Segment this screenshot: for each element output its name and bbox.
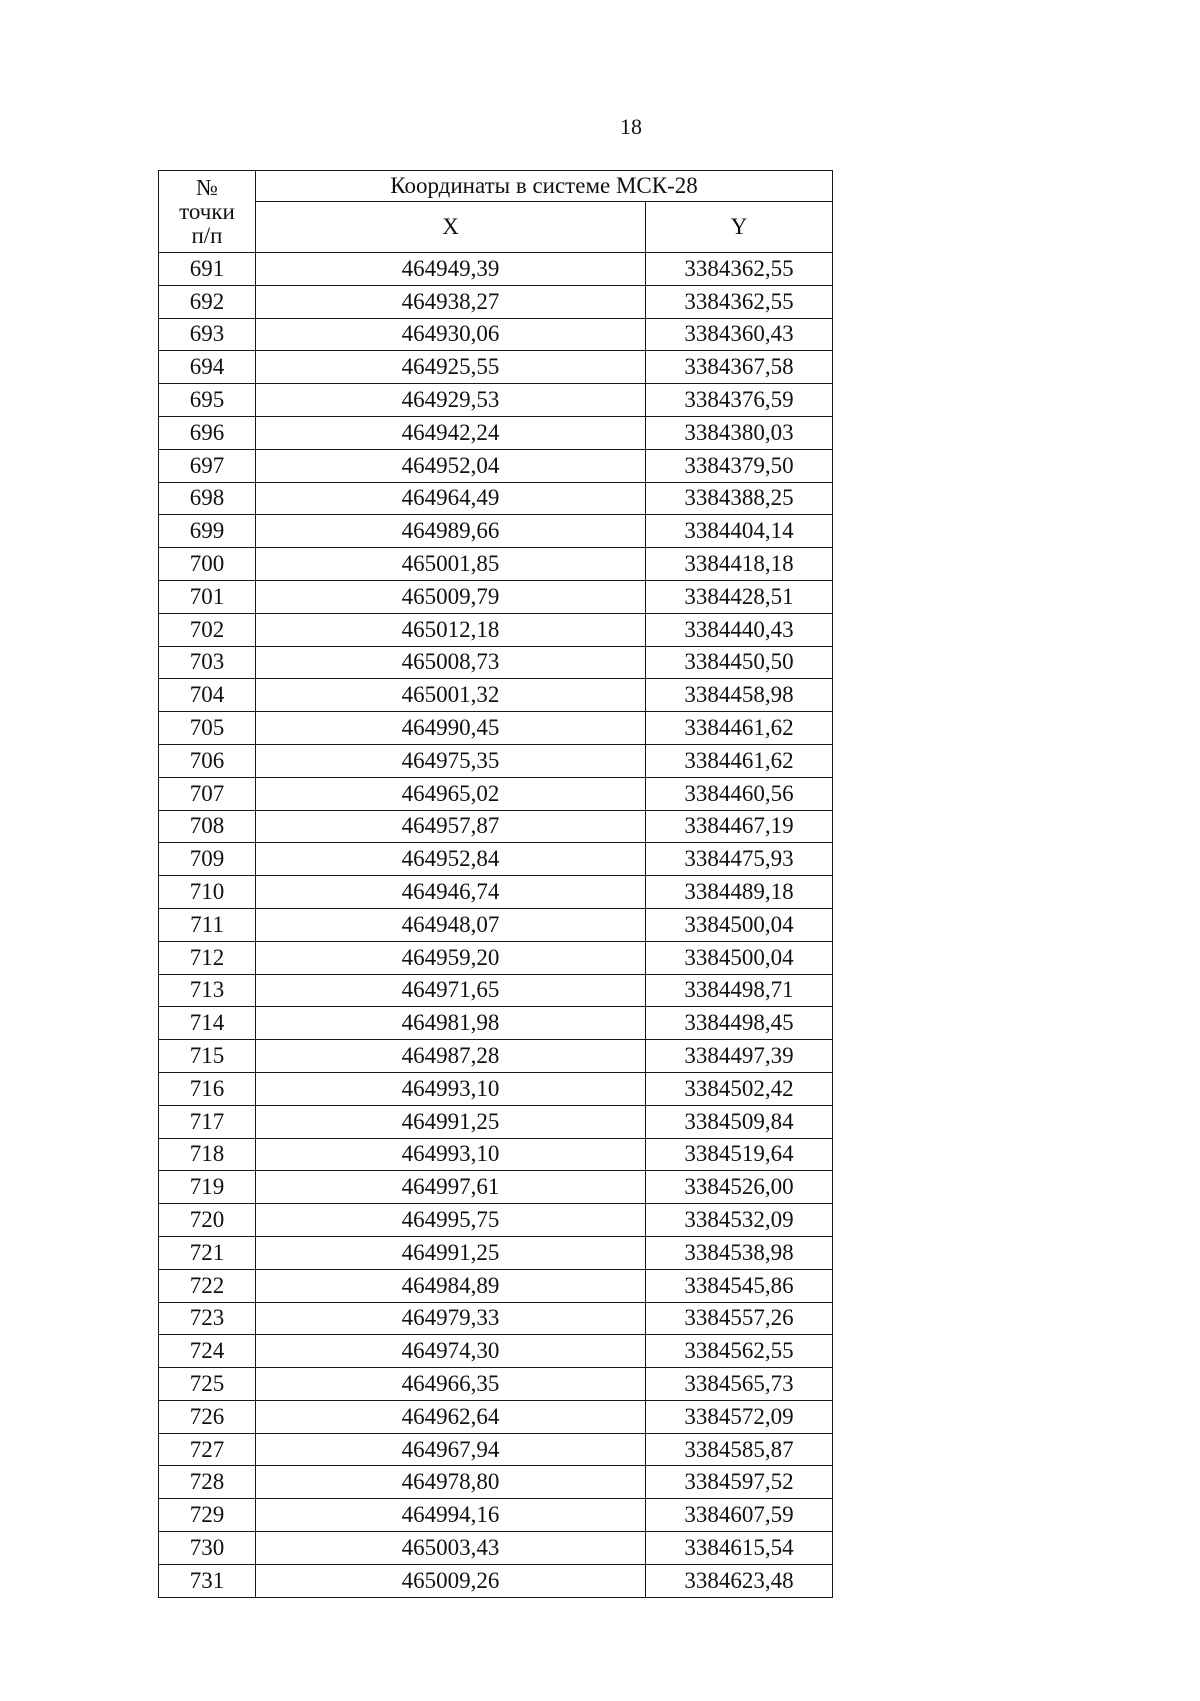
point-number-cell: 730 [159, 1532, 256, 1565]
point-number-cell: 700 [159, 548, 256, 581]
point-number-cell: 726 [159, 1400, 256, 1433]
table-row [159, 285, 833, 318]
x-coordinate-cell: 464997,61 [256, 1171, 646, 1204]
x-coordinate-cell: 464995,75 [256, 1204, 646, 1237]
table-row [159, 1138, 833, 1171]
y-coordinate-cell: 3384367,58 [646, 351, 833, 384]
x-coordinate-cell: 464948,07 [256, 908, 646, 941]
point-number-cell: 691 [159, 253, 256, 286]
x-coordinate-cell: 464946,74 [256, 876, 646, 909]
table-row [159, 941, 833, 974]
y-coordinate-cell: 3384458,98 [646, 679, 833, 712]
y-coordinate-cell: 3384404,14 [646, 515, 833, 548]
x-coordinate-cell: 464930,06 [256, 318, 646, 351]
y-coordinate-cell: 3384428,51 [646, 580, 833, 613]
table-row [159, 744, 833, 777]
y-coordinate-cell: 3384376,59 [646, 384, 833, 417]
y-coordinate-cell: 3384498,45 [646, 1007, 833, 1040]
y-column-header: Y [646, 202, 833, 253]
y-coordinate-cell: 3384379,50 [646, 449, 833, 482]
x-coordinate-cell: 465008,73 [256, 646, 646, 679]
y-coordinate-cell: 3384418,18 [646, 548, 833, 581]
x-coordinate-cell: 464929,53 [256, 384, 646, 417]
table-row [159, 1302, 833, 1335]
point-number-cell: 712 [159, 941, 256, 974]
table-row [159, 1269, 833, 1302]
x-coordinate-cell: 464974,30 [256, 1335, 646, 1368]
point-number-cell: 723 [159, 1302, 256, 1335]
point-number-cell: 721 [159, 1236, 256, 1269]
x-coordinate-cell: 464967,94 [256, 1433, 646, 1466]
x-coordinate-cell: 465012,18 [256, 613, 646, 646]
y-coordinate-cell: 3384500,04 [646, 908, 833, 941]
x-coordinate-cell: 464987,28 [256, 1040, 646, 1073]
point-number-cell: 719 [159, 1171, 256, 1204]
y-coordinate-cell: 3384380,03 [646, 416, 833, 449]
point-number-cell: 725 [159, 1368, 256, 1401]
y-coordinate-cell: 3384557,26 [646, 1302, 833, 1335]
y-coordinate-cell: 3384607,59 [646, 1499, 833, 1532]
point-number-header [159, 171, 256, 253]
table-row [159, 351, 833, 384]
x-coordinate-cell: 464979,33 [256, 1302, 646, 1335]
point-number-cell: 693 [159, 318, 256, 351]
x-coordinate-cell: 465003,43 [256, 1532, 646, 1565]
table-row [159, 1105, 833, 1138]
table-row [159, 416, 833, 449]
table-header [159, 171, 833, 253]
point-number-cell: 728 [159, 1466, 256, 1499]
point-number-cell: 702 [159, 613, 256, 646]
table-row [159, 974, 833, 1007]
point-number-cell: 694 [159, 351, 256, 384]
x-coordinate-cell: 464942,24 [256, 416, 646, 449]
y-coordinate-cell: 3384545,86 [646, 1269, 833, 1302]
x-coordinate-cell: 464993,10 [256, 1072, 646, 1105]
table-row [159, 679, 833, 712]
y-coordinate-cell: 3384572,09 [646, 1400, 833, 1433]
table-row [159, 1564, 833, 1597]
table-row [159, 1171, 833, 1204]
point-number-cell: 716 [159, 1072, 256, 1105]
x-coordinate-cell: 464984,89 [256, 1269, 646, 1302]
point-number-cell: 710 [159, 876, 256, 909]
table-row [159, 1204, 833, 1237]
point-number-cell: 699 [159, 515, 256, 548]
x-coordinate-cell: 464991,25 [256, 1105, 646, 1138]
point-number-cell: 695 [159, 384, 256, 417]
table-row [159, 908, 833, 941]
x-coordinate-cell: 464957,87 [256, 810, 646, 843]
point-number-cell: 707 [159, 777, 256, 810]
point-number-header-line1: № [196, 174, 218, 200]
x-coordinate-cell: 464964,49 [256, 482, 646, 515]
y-coordinate-cell: 3384489,18 [646, 876, 833, 909]
y-coordinate-cell: 3384623,48 [646, 1564, 833, 1597]
point-number-cell: 715 [159, 1040, 256, 1073]
table-row [159, 449, 833, 482]
point-number-cell: 711 [159, 908, 256, 941]
y-coordinate-cell: 3384519,64 [646, 1138, 833, 1171]
table-row [159, 1072, 833, 1105]
point-number-cell: 701 [159, 580, 256, 613]
y-coordinate-cell: 3384360,43 [646, 318, 833, 351]
x-coordinate-cell: 465001,32 [256, 679, 646, 712]
x-coordinate-cell: 464949,39 [256, 253, 646, 286]
x-column-header: X [256, 202, 646, 253]
x-coordinate-cell: 464938,27 [256, 285, 646, 318]
page-number: 18 [620, 114, 642, 139]
y-coordinate-cell: 3384362,55 [646, 253, 833, 286]
table-row [159, 876, 833, 909]
y-coordinate-cell: 3384388,25 [646, 482, 833, 515]
table-row [159, 482, 833, 515]
y-coordinate-cell: 3384450,50 [646, 646, 833, 679]
point-number-cell: 708 [159, 810, 256, 843]
x-coordinate-cell: 464978,80 [256, 1466, 646, 1499]
x-coordinate-cell: 464952,84 [256, 843, 646, 876]
y-coordinate-cell: 3384538,98 [646, 1236, 833, 1269]
coordinates-table [158, 170, 833, 1598]
x-coordinate-cell: 464994,16 [256, 1499, 646, 1532]
table-row [159, 580, 833, 613]
table-row [159, 1040, 833, 1073]
coordinates-group-header: Координаты в системе МСК-28 [256, 171, 833, 202]
table-row [159, 712, 833, 745]
table-row [159, 646, 833, 679]
y-coordinate-cell: 3384362,55 [646, 285, 833, 318]
x-coordinate-cell: 464952,04 [256, 449, 646, 482]
table-row [159, 1433, 833, 1466]
point-number-cell: 704 [159, 679, 256, 712]
table-row [159, 777, 833, 810]
point-number-cell: 696 [159, 416, 256, 449]
x-coordinate-cell: 465009,79 [256, 580, 646, 613]
point-number-cell: 724 [159, 1335, 256, 1368]
y-coordinate-cell: 3384509,84 [646, 1105, 833, 1138]
point-number-header-line3: п/п [191, 222, 223, 248]
table-row [159, 843, 833, 876]
x-coordinate-cell: 464981,98 [256, 1007, 646, 1040]
y-coordinate-cell: 3384562,55 [646, 1335, 833, 1368]
point-number-cell: 714 [159, 1007, 256, 1040]
y-coordinate-cell: 3384475,93 [646, 843, 833, 876]
x-coordinate-cell: 464971,65 [256, 974, 646, 1007]
point-number-cell: 731 [159, 1564, 256, 1597]
point-number-cell: 706 [159, 744, 256, 777]
table-row [159, 1007, 833, 1040]
x-coordinate-cell: 464991,25 [256, 1236, 646, 1269]
point-number-header-line2: точки [179, 198, 235, 224]
table-row [159, 613, 833, 646]
x-coordinate-cell: 465001,85 [256, 548, 646, 581]
y-coordinate-cell: 3384498,71 [646, 974, 833, 1007]
point-number-cell: 717 [159, 1105, 256, 1138]
x-coordinate-cell: 464962,64 [256, 1400, 646, 1433]
point-number-cell: 722 [159, 1269, 256, 1302]
table-row [159, 384, 833, 417]
x-coordinate-cell: 464993,10 [256, 1138, 646, 1171]
point-number-cell: 727 [159, 1433, 256, 1466]
x-coordinate-cell: 464989,66 [256, 515, 646, 548]
y-coordinate-cell: 3384467,19 [646, 810, 833, 843]
y-coordinate-cell: 3384597,52 [646, 1466, 833, 1499]
y-coordinate-cell: 3384440,43 [646, 613, 833, 646]
point-number-cell: 709 [159, 843, 256, 876]
table-row [159, 1466, 833, 1499]
table-row [159, 515, 833, 548]
y-coordinate-cell: 3384532,09 [646, 1204, 833, 1237]
y-coordinate-cell: 3384565,73 [646, 1368, 833, 1401]
x-coordinate-cell: 464959,20 [256, 941, 646, 974]
point-number-cell: 729 [159, 1499, 256, 1532]
x-coordinate-cell: 465009,26 [256, 1564, 646, 1597]
y-coordinate-cell: 3384585,87 [646, 1433, 833, 1466]
point-number-cell: 703 [159, 646, 256, 679]
y-coordinate-cell: 3384461,62 [646, 744, 833, 777]
table-row [159, 548, 833, 581]
table-row [159, 1335, 833, 1368]
table-row [159, 318, 833, 351]
x-coordinate-cell: 464966,35 [256, 1368, 646, 1401]
y-coordinate-cell: 3384500,04 [646, 941, 833, 974]
table-row [159, 1236, 833, 1269]
table-row [159, 1499, 833, 1532]
table-row [159, 1400, 833, 1433]
table-row [159, 810, 833, 843]
y-coordinate-cell: 3384461,62 [646, 712, 833, 745]
x-coordinate-cell: 464965,02 [256, 777, 646, 810]
table-body [159, 253, 833, 1598]
table-row [159, 1368, 833, 1401]
point-number-cell: 713 [159, 974, 256, 1007]
x-coordinate-cell: 464990,45 [256, 712, 646, 745]
y-coordinate-cell: 3384502,42 [646, 1072, 833, 1105]
y-coordinate-cell: 3384526,00 [646, 1171, 833, 1204]
y-coordinate-cell: 3384615,54 [646, 1532, 833, 1565]
x-coordinate-cell: 464975,35 [256, 744, 646, 777]
point-number-cell: 692 [159, 285, 256, 318]
point-number-cell: 697 [159, 449, 256, 482]
point-number-cell: 720 [159, 1204, 256, 1237]
table-row [159, 253, 833, 286]
x-coordinate-cell: 464925,55 [256, 351, 646, 384]
y-coordinate-cell: 3384460,56 [646, 777, 833, 810]
point-number-cell: 698 [159, 482, 256, 515]
point-number-cell: 718 [159, 1138, 256, 1171]
point-number-cell: 705 [159, 712, 256, 745]
y-coordinate-cell: 3384497,39 [646, 1040, 833, 1073]
table-row [159, 1532, 833, 1565]
